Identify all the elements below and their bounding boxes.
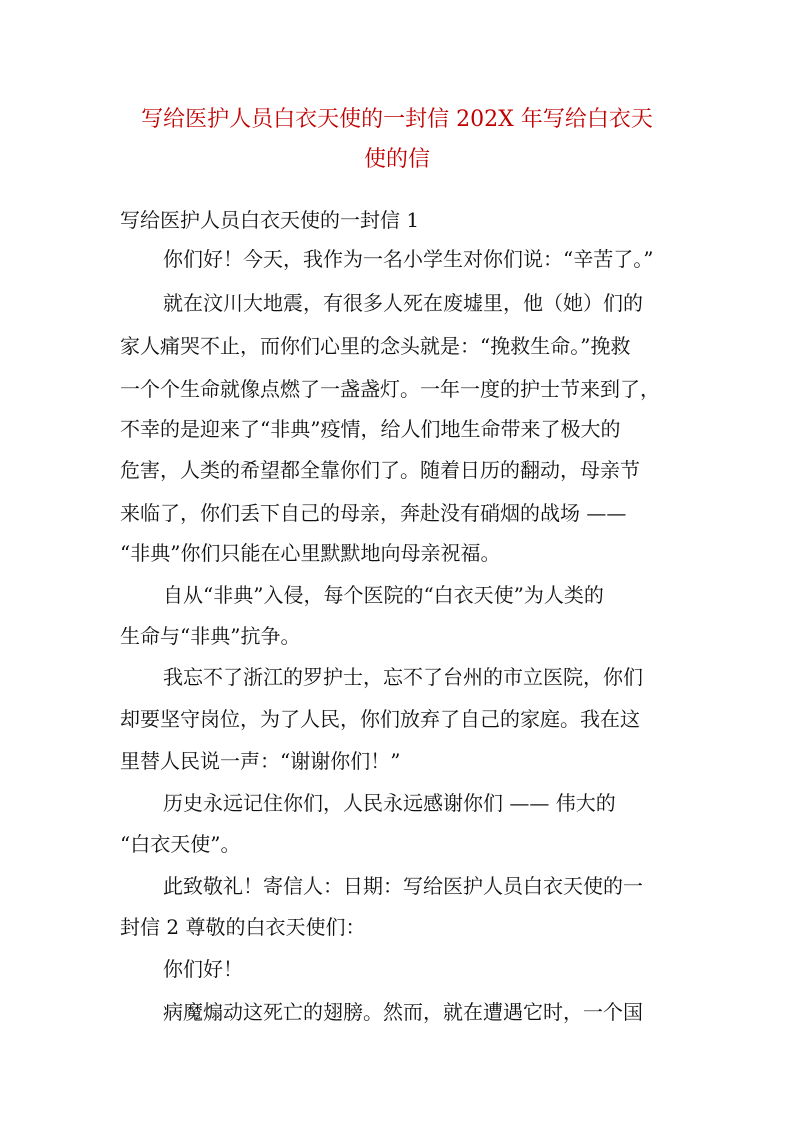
text-line-16: “白衣天使”。 bbox=[120, 832, 241, 856]
text-line-3: 就在汶川大地震，有很多人死在废墟里，他（她）们的 bbox=[163, 291, 643, 315]
text-line-14: 里替人民说一声：“谢谢你们！” bbox=[120, 749, 401, 773]
text-line-7: 危害，人类的希望都全靠你们了。随着日历的翻动，母亲节 bbox=[120, 458, 640, 482]
title-line-2: 使的信 bbox=[363, 147, 430, 172]
text-line-1: 写给医护人员白衣天使的一封信 1 bbox=[120, 208, 420, 232]
text-line-19: 你们好！ bbox=[163, 957, 243, 981]
text-line-17: 此致敬礼！寄信人：日期：写给医护人员白衣天使的一 bbox=[163, 874, 643, 898]
text-line-10: 自从“非典”入侵，每个医院的“白衣天使”为人类的 bbox=[163, 583, 604, 607]
document-title bbox=[110, 100, 684, 180]
text-line-8: 来临了，你们丢下自己的母亲，奔赴没有硝烟的战场 —— bbox=[120, 501, 627, 525]
text-line-15: 历史永远记住你们，人民永远感谢你们 —— 伟大的 bbox=[163, 791, 616, 815]
text-line-4: 家人痛哭不止，而你们心里的念头就是：“挽救生命。”挽救 bbox=[120, 334, 631, 358]
text-line-6: 不幸的是迎来了“非典”疫情，给人们地生命带来了极大的 bbox=[120, 417, 621, 441]
text-line-13: 却要坚守岗位，为了人民，你们放弃了自己的家庭。我在这 bbox=[120, 707, 640, 731]
text-line-12: 我忘不了浙江的罗护士，忘不了台州的市立医院，你们 bbox=[163, 665, 643, 689]
text-line-5: 一个个生命就像点燃了一盏盏灯。一年一度的护士节来到了， bbox=[120, 377, 660, 401]
text-line-2: 你们好！今天，我作为一名小学生对你们说：“辛苦了。” bbox=[163, 247, 654, 271]
title-line-1: 写给医护人员白衣天使的一封信 202X 年写给白衣天 bbox=[141, 107, 653, 132]
text-line-11: 生命与“非典”抗争。 bbox=[120, 624, 301, 648]
text-line-20: 病魔煽动这死亡的翅膀。然而，就在遭遇它时，一个国 bbox=[163, 1000, 643, 1024]
text-line-9: “非典”你们只能在心里默默地向母亲祝福。 bbox=[120, 541, 501, 565]
text-line-18: 封信 2 尊敬的白衣天使们： bbox=[120, 915, 366, 939]
